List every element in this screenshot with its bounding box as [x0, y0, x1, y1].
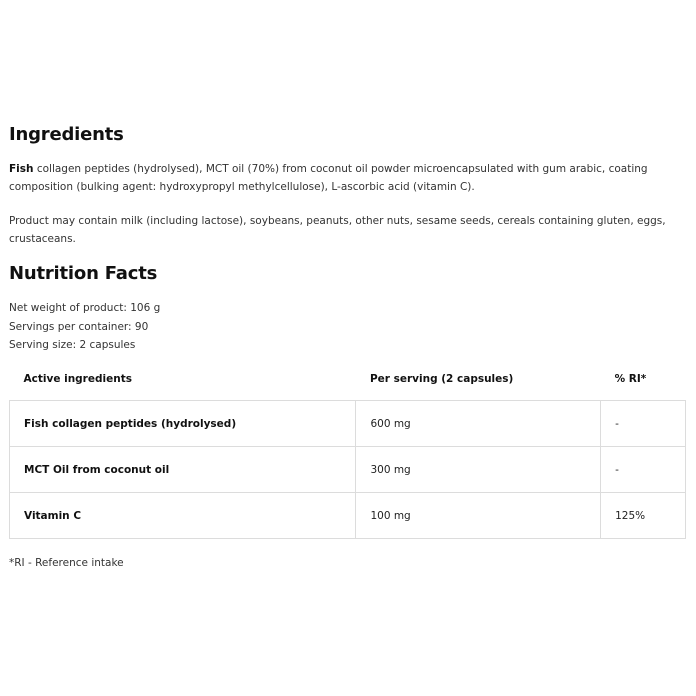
ingredients-lead-word: Fish: [9, 163, 34, 175]
table-row: [10, 493, 686, 539]
per-serving-value: 300 mg: [356, 447, 601, 493]
per-serving-value: 600 mg: [356, 401, 601, 447]
column-header-ri: % RI*: [614, 372, 647, 385]
serving-size: Serving size: 2 capsules: [9, 339, 136, 351]
servings-per-container: Servings per container: 90: [9, 320, 149, 333]
table-row: [10, 447, 686, 493]
column-header-per-serving: Per serving (2 capsules): [369, 372, 514, 385]
ingredient-name: Vitamin C: [10, 493, 356, 539]
table-header-row: [10, 357, 686, 401]
net-weight: Net weight of product: 106 g: [9, 302, 161, 314]
nutrition-table: [9, 357, 686, 539]
per-serving-value: 100 mg: [356, 493, 601, 539]
ingredient-name: MCT Oil from coconut oil: [10, 447, 356, 493]
nutrition-heading: Nutrition Facts: [9, 263, 158, 284]
ri-value: -: [601, 401, 686, 447]
allergen-note: Product may contain milk (including lactose), soybeans, peanuts, other nuts, sesame seeds, cereals containing gluten, eggs, crustaceans.: [9, 215, 666, 245]
ri-value: 125%: [601, 493, 686, 539]
ri-value: -: [601, 447, 686, 493]
table-row: [10, 401, 686, 447]
ingredients-text: [9, 160, 679, 196]
column-header-active-ingredients: Active ingredients: [23, 372, 132, 385]
ri-footnote: *RI - Reference intake: [9, 557, 124, 569]
nutrition-facts-summary: [9, 299, 160, 355]
ingredients-heading: Ingredients: [9, 124, 124, 145]
ingredients-body: collagen peptides (hydrolysed), MCT oil (70%) from coconut oil powder microencapsulated with gum arabic, coating composition (bulking agent: hydroxypropyl methylcellulose), L-ascorbic acid (vitamin C).: [9, 163, 648, 193]
ingredient-name: Fish collagen peptides (hydrolysed): [10, 401, 356, 447]
